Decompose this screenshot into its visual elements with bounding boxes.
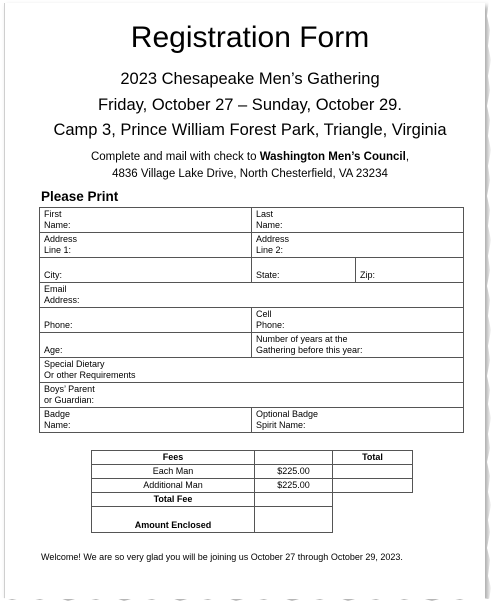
spirit-name-field[interactable]: Optional Badge Spirit Name: bbox=[252, 408, 464, 433]
table-row bbox=[40, 408, 464, 433]
table-row bbox=[40, 308, 464, 333]
mailing-instructions bbox=[5, 149, 495, 165]
table-row bbox=[40, 358, 464, 383]
fee-amount: $225.00 bbox=[255, 465, 333, 479]
fees-table bbox=[91, 450, 413, 533]
table-row bbox=[40, 258, 464, 283]
table-row bbox=[40, 233, 464, 258]
table-row bbox=[40, 208, 464, 233]
fee-amount: $225.00 bbox=[255, 479, 333, 493]
document-page bbox=[4, 3, 485, 599]
badge-name-field[interactable]: Badge Name: bbox=[40, 408, 252, 433]
last-name-field[interactable]: Last Name: bbox=[252, 208, 464, 233]
state-field[interactable]: State: bbox=[252, 258, 356, 283]
total-fee-extra bbox=[333, 493, 413, 507]
table-row bbox=[40, 383, 464, 408]
address-line1-field[interactable]: Address Line 1: bbox=[40, 233, 252, 258]
torn-edge-bottom bbox=[0, 594, 500, 610]
amount-header bbox=[255, 451, 333, 465]
first-name-field[interactable]: First Name: bbox=[40, 208, 252, 233]
email-field[interactable]: Email Address: bbox=[40, 283, 464, 308]
mailing-suffix: , bbox=[405, 151, 410, 163]
amount-enclosed-cell[interactable] bbox=[255, 507, 333, 533]
address-line2-field[interactable]: Address Line 2: bbox=[252, 233, 464, 258]
phone-field[interactable]: Phone: bbox=[40, 308, 252, 333]
table-row bbox=[92, 507, 413, 533]
total-header: Total bbox=[333, 451, 413, 465]
table-row bbox=[92, 479, 413, 493]
cell-phone-field[interactable]: Cell Phone: bbox=[252, 308, 464, 333]
amount-enclosed-extra bbox=[333, 507, 413, 533]
amount-enclosed-label: Amount Enclosed bbox=[92, 507, 255, 533]
table-row bbox=[92, 465, 413, 479]
registration-table bbox=[39, 207, 464, 433]
torn-edge-right bbox=[486, 0, 500, 600]
parent-guardian-field[interactable]: Boys’ Parent or Guardian: bbox=[40, 383, 464, 408]
fee-total-cell[interactable] bbox=[333, 465, 413, 479]
welcome-message: Welcome! We are so very glad you will be joining us October 27 through October 29, 2023. bbox=[41, 552, 403, 562]
mailing-prefix: Complete and mail with check to bbox=[90, 151, 260, 163]
city-field[interactable]: City: bbox=[40, 258, 252, 283]
zip-field[interactable]: Zip: bbox=[356, 258, 464, 283]
fees-header: Fees bbox=[92, 451, 255, 465]
event-location: Camp 3, Prince William Forest Park, Triangle, Virginia bbox=[53, 121, 447, 139]
fee-label: Additional Man bbox=[92, 479, 255, 493]
table-row bbox=[92, 493, 413, 507]
dietary-requirements-field[interactable]: Special Dietary Or other Requirements bbox=[40, 358, 464, 383]
total-fee-cell[interactable] bbox=[255, 493, 333, 507]
page-title: Registration Form bbox=[130, 21, 370, 54]
table-row bbox=[92, 451, 413, 465]
fee-label: Each Man bbox=[92, 465, 255, 479]
fee-total-cell[interactable] bbox=[333, 479, 413, 493]
mailing-recipient: Washington Men’s Council bbox=[259, 151, 406, 163]
total-fee-label: Total Fee bbox=[92, 493, 255, 507]
table-row bbox=[40, 283, 464, 308]
event-name: 2023 Chesapeake Men’s Gathering bbox=[120, 70, 380, 88]
event-dates: Friday, October 27 – Sunday, October 29. bbox=[98, 96, 402, 114]
age-field[interactable]: Age: bbox=[40, 333, 252, 358]
years-attended-field[interactable]: Number of years at the Gathering before this year: bbox=[252, 333, 464, 358]
mailing-address: 4836 Village Lake Drive, North Chesterfield, VA 23234 bbox=[112, 168, 388, 180]
please-print-heading: Please Print bbox=[41, 189, 119, 204]
table-row bbox=[40, 333, 464, 358]
